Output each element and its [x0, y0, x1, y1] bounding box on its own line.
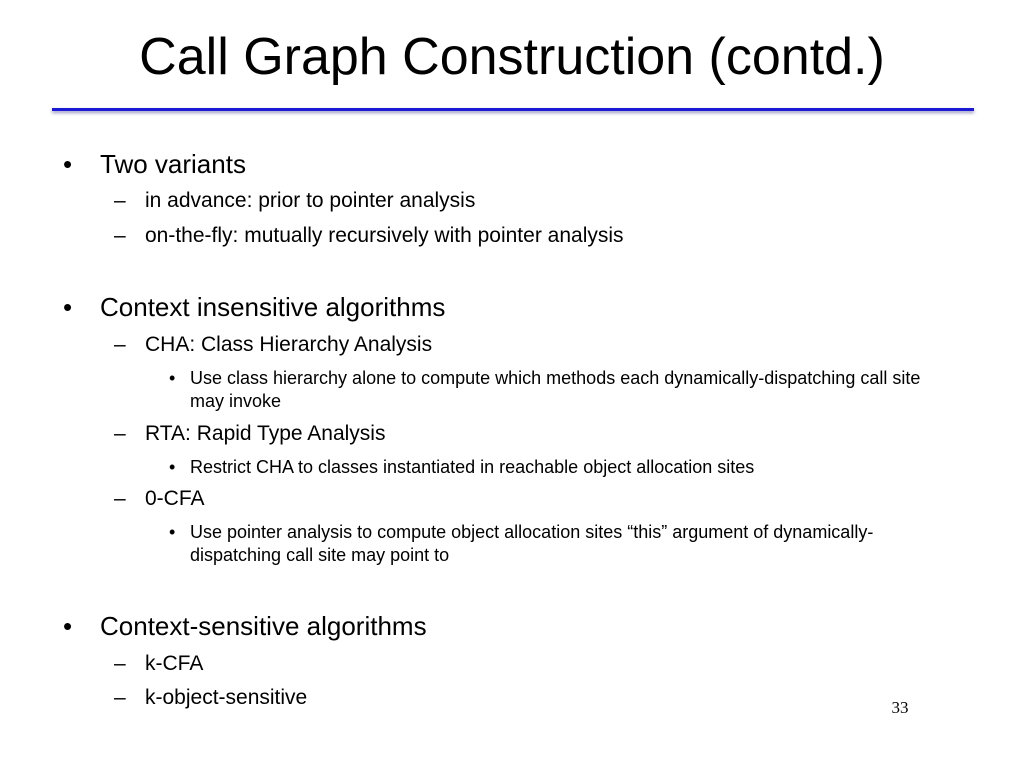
bullet-context-sensitive — [63, 610, 427, 642]
sub-item-cha — [114, 332, 433, 358]
sub-item-0cfa — [114, 486, 205, 512]
page-number: 33 — [891, 698, 909, 717]
bullet-marker: • — [63, 149, 73, 179]
sub-item-on-the-fly — [114, 223, 624, 249]
detail-0cfa — [169, 521, 950, 567]
detail-text: Use pointer analysis to compute object allocation sites “this” argument of dynamically-dispatching call site may point to — [190, 522, 874, 565]
small-bullet-marker: • — [169, 368, 176, 388]
sub-item-k-object-sensitive — [114, 685, 308, 711]
sub-item-text: in advance: prior to pointer analysis — [145, 189, 476, 212]
detail-cha — [169, 367, 950, 413]
sub-item-rta — [114, 421, 386, 447]
bullet-text: Context insensitive algorithms — [100, 292, 446, 322]
sub-item-k-cfa — [114, 651, 204, 677]
bullet-marker: • — [63, 611, 73, 641]
detail-text: Restrict CHA to classes instantiated in reachable object allocation sites — [190, 457, 755, 477]
slide-title: Call Graph Construction (contd.) — [139, 28, 885, 86]
sub-item-text: RTA: Rapid Type Analysis — [145, 422, 386, 445]
small-bullet-marker: • — [169, 522, 176, 542]
sub-item-text: on-the-fly: mutually recursively with pointer analysis — [145, 224, 624, 247]
sub-item-text: k-object-sensitive — [145, 686, 308, 709]
small-bullet-marker: • — [169, 457, 176, 477]
dash-marker: – — [114, 189, 126, 212]
detail-rta — [169, 456, 755, 479]
bullet-marker: • — [63, 292, 73, 322]
bullet-text: Two variants — [100, 149, 246, 179]
title-underline — [52, 108, 974, 111]
detail-text: Use class hierarchy alone to compute which methods each dynamically-dispatching call site may invoke — [190, 368, 921, 411]
dash-marker: – — [114, 487, 126, 510]
sub-item-text: CHA: Class Hierarchy Analysis — [145, 333, 433, 356]
bullet-text: Context-sensitive algorithms — [100, 611, 427, 641]
bullet-context-insensitive — [63, 291, 446, 323]
bullet-two-variants — [63, 148, 246, 180]
dash-marker: – — [114, 422, 126, 445]
sub-item-in-advance — [114, 188, 476, 214]
dash-marker: – — [114, 652, 126, 675]
dash-marker: – — [114, 686, 126, 709]
dash-marker: – — [114, 224, 126, 247]
sub-item-text: k-CFA — [145, 652, 204, 675]
sub-item-text: 0-CFA — [145, 487, 205, 510]
dash-marker: – — [114, 333, 126, 356]
